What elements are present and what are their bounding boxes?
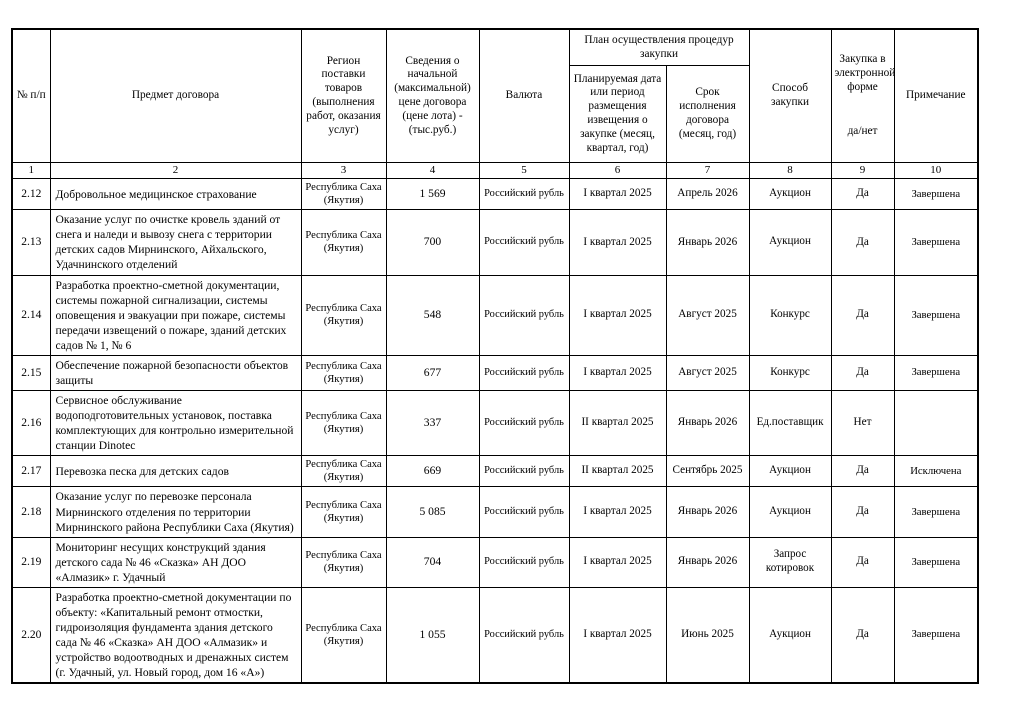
cell-procurement-method: Аукцион <box>749 179 831 210</box>
header-cell-contract-subject: Предмет договора <box>50 29 301 163</box>
cell-contract-term: Январь 2026 <box>666 487 749 537</box>
header-cell-supply-region: Регион поставки товаров (выполнения работ, оказания услуг) <box>301 29 386 163</box>
cell-row-number: 2.13 <box>12 210 50 275</box>
cell-currency: Российский рубль <box>479 587 569 683</box>
table-row <box>12 456 978 487</box>
cell-note: Исключена <box>894 456 978 487</box>
cell-contract-term: Январь 2026 <box>666 390 749 455</box>
cell-electronic-form: Да <box>831 275 894 355</box>
cell-procurement-method: Запрос котировок <box>749 537 831 587</box>
cell-currency: Российский рубль <box>479 537 569 587</box>
table-header <box>12 29 978 179</box>
cell-contract-subject: Обеспечение пожарной безопасности объектов защиты <box>50 355 301 390</box>
cell-planned-notice-date: I квартал 2025 <box>569 275 666 355</box>
cell-initial-price: 337 <box>386 390 479 455</box>
cell-contract-subject: Оказание услуг по очистке кровель зданий от снега и наледи и вывозу снега с территории детских садов Мирнинского, Айхальского, Удачнинского отделений <box>50 210 301 275</box>
cell-supply-region: Республика Саха (Якутия) <box>301 210 386 275</box>
header-cell-electronic-form <box>831 29 894 163</box>
cell-procurement-method: Аукцион <box>749 487 831 537</box>
cell-planned-notice-date: II квартал 2025 <box>569 456 666 487</box>
cell-planned-notice-date: I квартал 2025 <box>569 355 666 390</box>
column-number-5: 5 <box>479 163 569 179</box>
cell-contract-term: Август 2025 <box>666 355 749 390</box>
cell-note: Завершена <box>894 210 978 275</box>
cell-contract-term: Август 2025 <box>666 275 749 355</box>
cell-planned-notice-date: I квартал 2025 <box>569 487 666 537</box>
cell-contract-subject: Сервисное обслуживание водоподготовительных установок, поставка комплектующих для контрольно измерительной станции Dinotec <box>50 390 301 455</box>
table-row <box>12 587 978 683</box>
column-number-8: 8 <box>749 163 831 179</box>
cell-procurement-method: Аукцион <box>749 587 831 683</box>
cell-currency: Российский рубль <box>479 487 569 537</box>
column-number-6: 6 <box>569 163 666 179</box>
cell-contract-subject: Оказание услуг по перевозке персонала Мирнинского отделения по территории Мирнинского района Республики Саха (Якутия) <box>50 487 301 537</box>
table-row <box>12 487 978 537</box>
column-number-2: 2 <box>50 163 301 179</box>
cell-currency: Российский рубль <box>479 179 569 210</box>
cell-contract-term: Апрель 2026 <box>666 179 749 210</box>
cell-electronic-form: Да <box>831 456 894 487</box>
cell-supply-region: Республика Саха (Якутия) <box>301 587 386 683</box>
cell-electronic-form: Да <box>831 179 894 210</box>
column-number-7: 7 <box>666 163 749 179</box>
table-row <box>12 355 978 390</box>
cell-row-number: 2.20 <box>12 587 50 683</box>
cell-planned-notice-date: I квартал 2025 <box>569 179 666 210</box>
cell-supply-region: Республика Саха (Якутия) <box>301 456 386 487</box>
header-cell-currency: Валюта <box>479 29 569 163</box>
cell-supply-region: Республика Саха (Якутия) <box>301 487 386 537</box>
cell-supply-region: Республика Саха (Якутия) <box>301 537 386 587</box>
cell-electronic-form: Нет <box>831 390 894 455</box>
cell-note: Завершена <box>894 275 978 355</box>
cell-initial-price: 5 085 <box>386 487 479 537</box>
table-row <box>12 390 978 455</box>
column-number-4: 4 <box>386 163 479 179</box>
cell-note: Завершена <box>894 355 978 390</box>
cell-contract-term: Январь 2026 <box>666 537 749 587</box>
cell-contract-subject: Разработка проектно-сметной документации по объекту: «Капитальный ремонт отмостки, гидроизоляция фундамента здания детского сада № 46 «Сказка» АН ДОО «Алмазик» и устройство водоотводных и дренажных систем (г. Удачный, ул. Новый город, дом 16 «А») <box>50 587 301 683</box>
cell-contract-term: Июнь 2025 <box>666 587 749 683</box>
cell-row-number: 2.17 <box>12 456 50 487</box>
cell-row-number: 2.16 <box>12 390 50 455</box>
cell-supply-region: Республика Саха (Якутия) <box>301 275 386 355</box>
column-number-10: 10 <box>894 163 978 179</box>
cell-note: Завершена <box>894 537 978 587</box>
cell-procurement-method: Конкурс <box>749 355 831 390</box>
cell-contract-subject: Перевозка песка для детских садов <box>50 456 301 487</box>
cell-initial-price: 669 <box>386 456 479 487</box>
header-cell-contract-term: Срок исполнения договора (месяц, год) <box>666 66 749 163</box>
cell-contract-term: Январь 2026 <box>666 210 749 275</box>
column-number-9: 9 <box>831 163 894 179</box>
cell-initial-price: 1 055 <box>386 587 479 683</box>
header-cell-planned-notice-date: Планируемая дата или период размещения извещения о закупке (месяц, квартал, год) <box>569 66 666 163</box>
header-cell-initial-price: Сведения о начальной (максимальной) цене договора (цене лота) - (тыс.руб.) <box>386 29 479 163</box>
cell-planned-notice-date: I квартал 2025 <box>569 537 666 587</box>
cell-initial-price: 548 <box>386 275 479 355</box>
cell-row-number: 2.18 <box>12 487 50 537</box>
header-cell-note: Примечание <box>894 29 978 163</box>
table-row <box>12 537 978 587</box>
cell-note: Завершена <box>894 179 978 210</box>
cell-row-number: 2.14 <box>12 275 50 355</box>
cell-currency: Российский рубль <box>479 275 569 355</box>
cell-procurement-method: Аукцион <box>749 456 831 487</box>
header-cell-procurement-plan-group: План осуществления процедур закупки <box>569 29 749 66</box>
cell-procurement-method: Аукцион <box>749 210 831 275</box>
table-body <box>12 179 978 684</box>
header-row-column-numbers <box>12 163 978 179</box>
cell-planned-notice-date: II квартал 2025 <box>569 390 666 455</box>
cell-contract-subject: Мониторинг несущих конструкций здания детского сада № 46 «Сказка» АН ДОО «Алмазик» г. Удачный <box>50 537 301 587</box>
table-row <box>12 210 978 275</box>
cell-row-number: 2.19 <box>12 537 50 587</box>
cell-currency: Российский рубль <box>479 355 569 390</box>
cell-currency: Российский рубль <box>479 456 569 487</box>
cell-electronic-form: Да <box>831 537 894 587</box>
table-row <box>12 179 978 210</box>
header-cell-row-number: № п/п <box>12 29 50 163</box>
column-number-1: 1 <box>12 163 50 179</box>
cell-note: Завершена <box>894 587 978 683</box>
cell-initial-price: 677 <box>386 355 479 390</box>
cell-electronic-form: Да <box>831 355 894 390</box>
cell-row-number: 2.12 <box>12 179 50 210</box>
header-electronic-form-title: Закупка в электронной форме <box>834 53 896 93</box>
cell-electronic-form: Да <box>831 487 894 537</box>
cell-initial-price: 704 <box>386 537 479 587</box>
cell-note <box>894 390 978 455</box>
header-row-titles <box>12 29 978 66</box>
cell-note: Завершена <box>894 487 978 537</box>
cell-procurement-method: Ед.поставщик <box>749 390 831 455</box>
cell-contract-term: Сентябрь 2025 <box>666 456 749 487</box>
cell-supply-region: Республика Саха (Якутия) <box>301 390 386 455</box>
cell-currency: Российский рубль <box>479 210 569 275</box>
cell-electronic-form: Да <box>831 587 894 683</box>
cell-supply-region: Республика Саха (Якутия) <box>301 179 386 210</box>
cell-currency: Российский рубль <box>479 390 569 455</box>
cell-contract-subject: Разработка проектно-сметной документации, системы пожарной сигнализации, системы оповещения и эвакуации при пожаре, системы передачи извещений о пожаре, зданий детских садов № 1, № 6 <box>50 275 301 355</box>
table-row <box>12 275 978 355</box>
procurement-plan-table-container <box>11 28 977 684</box>
procurement-plan-table <box>11 28 979 684</box>
cell-initial-price: 700 <box>386 210 479 275</box>
header-electronic-form-yesno: да/нет <box>847 124 878 137</box>
cell-planned-notice-date: I квартал 2025 <box>569 587 666 683</box>
header-cell-procurement-method: Способ закупки <box>749 29 831 163</box>
cell-initial-price: 1 569 <box>386 179 479 210</box>
cell-procurement-method: Конкурс <box>749 275 831 355</box>
cell-row-number: 2.15 <box>12 355 50 390</box>
cell-electronic-form: Да <box>831 210 894 275</box>
cell-planned-notice-date: I квартал 2025 <box>569 210 666 275</box>
cell-contract-subject: Добровольное медицинское страхование <box>50 179 301 210</box>
column-number-3: 3 <box>301 163 386 179</box>
cell-supply-region: Республика Саха (Якутия) <box>301 355 386 390</box>
